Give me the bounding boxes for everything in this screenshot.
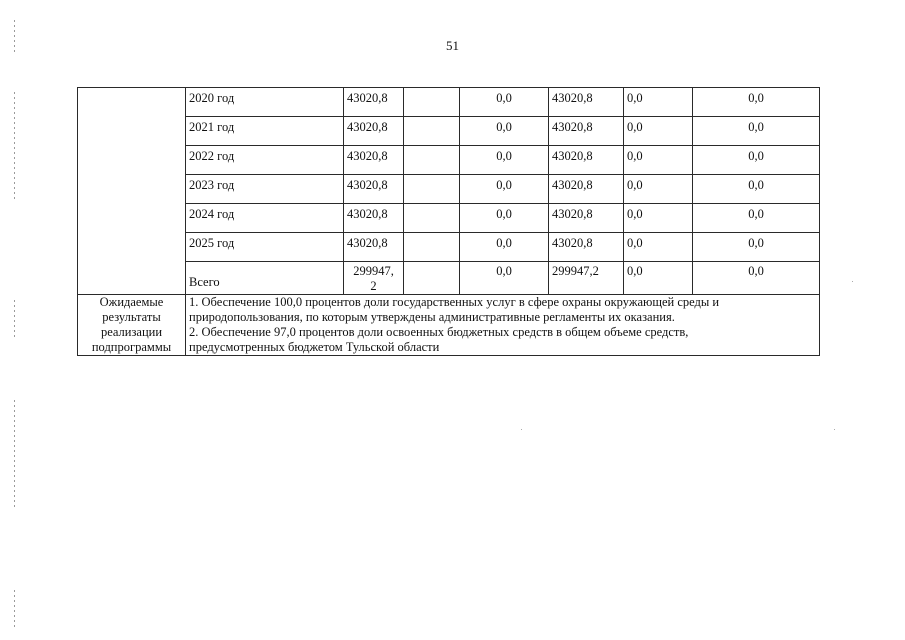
- table-row: [78, 88, 820, 117]
- value-cell: 0,0: [693, 204, 820, 233]
- value-cell: 43020,8: [549, 204, 624, 233]
- year-label: 2021 год: [186, 117, 344, 146]
- value-cell: 0,0: [693, 262, 820, 295]
- year-label: 2024 год: [186, 204, 344, 233]
- scan-dot: [852, 281, 853, 282]
- value-cell: 299947,2: [549, 262, 624, 295]
- value-cell: 43020,8: [549, 146, 624, 175]
- year-label: 2022 год: [186, 146, 344, 175]
- margin-mark: [14, 20, 15, 55]
- year-label: 2023 год: [186, 175, 344, 204]
- value-cell: 0,0: [624, 175, 693, 204]
- merged-empty-cell: [78, 88, 186, 295]
- value-cell: 43020,8: [549, 233, 624, 262]
- total-value: 43020,8: [344, 175, 404, 204]
- margin-mark: [14, 590, 15, 630]
- empty-cell: [404, 204, 460, 233]
- total-value: 43020,8: [344, 117, 404, 146]
- scan-dot: [834, 429, 835, 430]
- value-cell: 0,0: [693, 233, 820, 262]
- table-row: [78, 175, 820, 204]
- value-cell: 43020,8: [549, 88, 624, 117]
- value-cell: 0,0: [460, 233, 549, 262]
- value-cell: 0,0: [460, 262, 549, 295]
- margin-mark: [14, 92, 15, 202]
- result-item-1-line2: природопользования, по которым утверждены административные регламенты их оказания.: [189, 310, 675, 324]
- empty-cell: [404, 146, 460, 175]
- value-cell: 0,0: [624, 146, 693, 175]
- table-row: [78, 233, 820, 262]
- value-cell: 0,0: [460, 146, 549, 175]
- grand-total-cell: [344, 262, 404, 295]
- value-cell: 0,0: [624, 117, 693, 146]
- grand-total-line2: 2: [370, 279, 377, 293]
- value-cell: 0,0: [693, 175, 820, 204]
- year-label: 2020 год: [186, 88, 344, 117]
- total-row: [78, 262, 820, 295]
- value-cell: 0,0: [624, 88, 693, 117]
- empty-cell: [404, 233, 460, 262]
- value-cell: 0,0: [624, 233, 693, 262]
- grand-total-line1: 299947,: [353, 264, 394, 278]
- result-item-1-line1: 1. Обеспечение 100,0 процентов доли государственных услуг в сфере охраны окружающей среды и: [189, 295, 720, 309]
- value-cell: 0,0: [624, 262, 693, 295]
- table-row: [78, 117, 820, 146]
- value-cell: 0,0: [460, 117, 549, 146]
- results-label-line: подпрограммы: [91, 340, 172, 354]
- page-number: 51: [446, 38, 459, 53]
- results-label-line: результаты: [102, 310, 161, 324]
- value-cell: 0,0: [460, 175, 549, 204]
- results-label-cell: [78, 295, 186, 356]
- value-cell: 0,0: [693, 117, 820, 146]
- value-cell: 0,0: [693, 146, 820, 175]
- scan-dot: [521, 429, 522, 430]
- value-cell: 0,0: [460, 204, 549, 233]
- total-label-cell: [186, 262, 344, 295]
- empty-cell: [404, 175, 460, 204]
- total-label: Всего: [189, 275, 220, 289]
- results-row: [78, 295, 820, 356]
- empty-cell: [404, 262, 460, 295]
- empty-cell: [404, 117, 460, 146]
- value-cell: 43020,8: [549, 175, 624, 204]
- empty-cell: [404, 88, 460, 117]
- year-label: 2025 год: [186, 233, 344, 262]
- value-cell: 43020,8: [549, 117, 624, 146]
- results-label-line: Ожидаемые: [99, 295, 164, 309]
- results-text-cell: [186, 295, 820, 356]
- value-cell: 0,0: [624, 204, 693, 233]
- total-value: 43020,8: [344, 204, 404, 233]
- financing-table: [77, 87, 820, 356]
- margin-mark: [14, 300, 15, 340]
- result-item-2-line1: 2. Обеспечение 97,0 процентов доли освоенных бюджетных средств в общем объеме средств,: [189, 325, 689, 339]
- result-item-2-line2: предусмотренных бюджетом Тульской области: [189, 340, 440, 354]
- total-value: 43020,8: [344, 88, 404, 117]
- total-value: 43020,8: [344, 146, 404, 175]
- margin-mark: [14, 400, 15, 510]
- table-row: [78, 204, 820, 233]
- table-row: [78, 146, 820, 175]
- results-label-line: реализации: [100, 325, 163, 339]
- value-cell: 0,0: [460, 88, 549, 117]
- total-value: 43020,8: [344, 233, 404, 262]
- value-cell: 0,0: [693, 88, 820, 117]
